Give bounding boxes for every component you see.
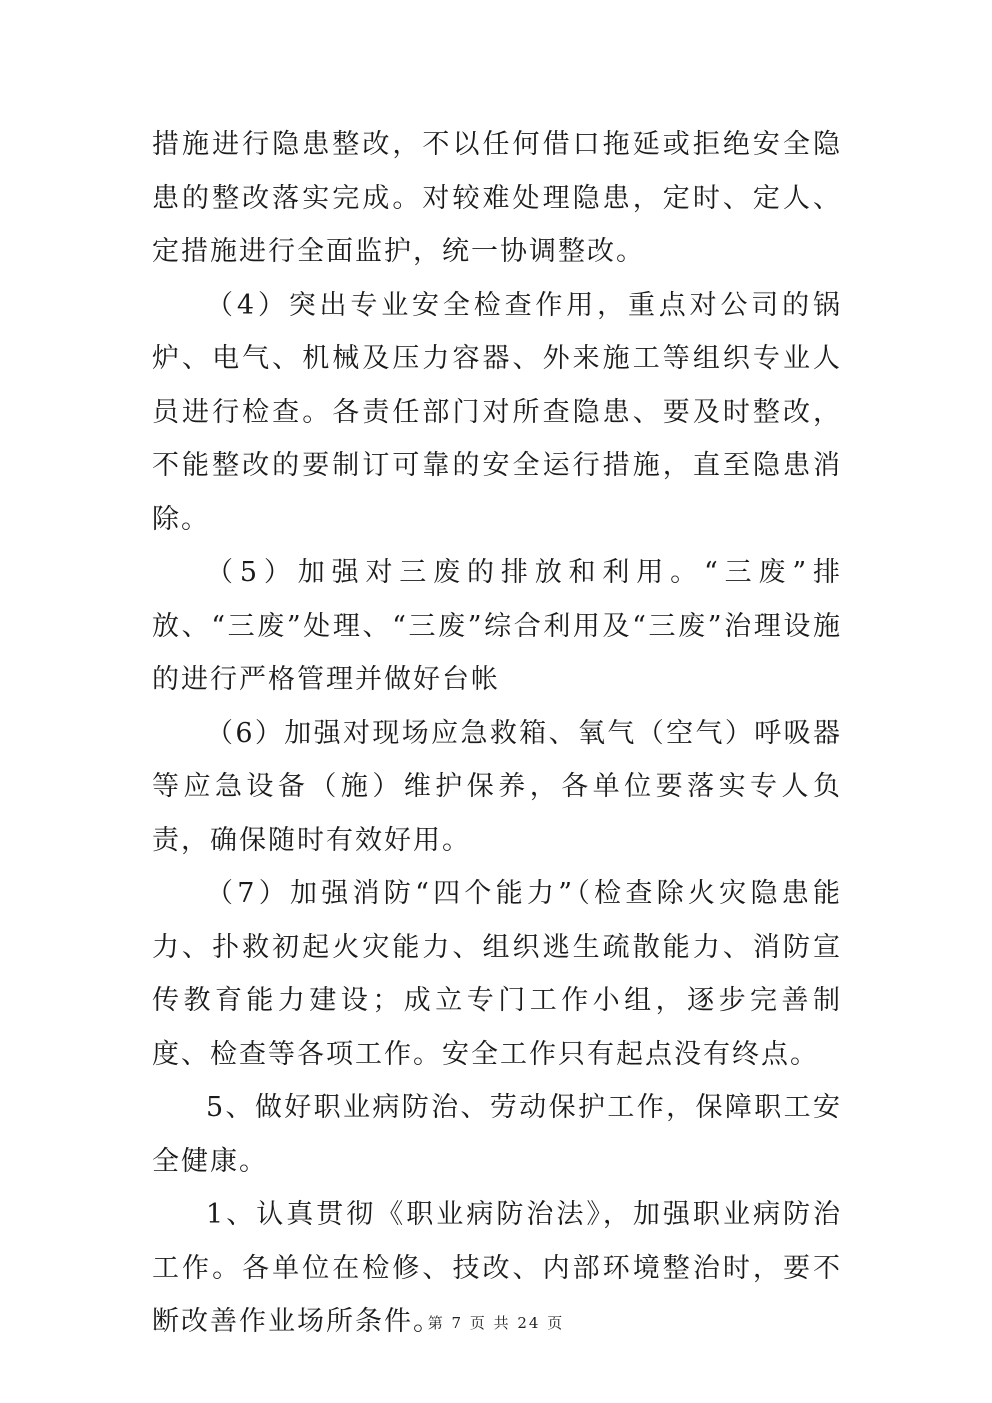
paragraph-item-5: （5）加强对三废的排放和利用。“三废”排放、“三废”处理、“三废”综合利用及“三废”治理设施的进行严格管理并做好台帐 — [152, 557, 842, 695]
paragraph-item-6: （6）加强对现场应急救箱、氧气（空气）呼吸器等应急设备（施）维护保养，各单位要落实专人负责，确保随时有效好用。 — [152, 717, 842, 856]
paragraph-item-4: （4）突出专业安全检查作用，重点对公司的锅炉、电气、机械及压力容器、外来施工等组织专业人员进行检查。各责任部门对所查隐患、要及时整改，不能整改的要制订可靠的安全运行措施，直至隐患消除。 — [152, 289, 842, 535]
paragraph-continuation: 措施进行隐患整改，不以任何借口拖延或拒绝安全隐患的整改落实完成。对较难处理隐患，定时、定人、定措施进行全面监护，统一协调整改。 — [152, 129, 842, 267]
paragraph-item-7: （7）加强消防“四个能力”（检查除火灾隐患能力、扑救初起火灾能力、组织逃生疏散能力、消防宣传教育能力建设；成立专门工作小组，逐步完善制度、检查等各项工作。安全工作只有起点没有终点。 — [152, 878, 842, 1070]
page-number-footer: 第 7 页 共 24 页 — [427, 1314, 565, 1332]
section-heading-5: 5、做好职业病防治、劳动保护工作，保障职工安全健康。 — [152, 1092, 842, 1177]
document-body — [152, 118, 842, 1349]
paragraph-sub-item-1: 1、认真贯彻《职业病防治法》，加强职业病防治工作。各单位在检修、技改、内部环境整治时，要不断改善作业场所条件。 — [152, 1199, 842, 1337]
